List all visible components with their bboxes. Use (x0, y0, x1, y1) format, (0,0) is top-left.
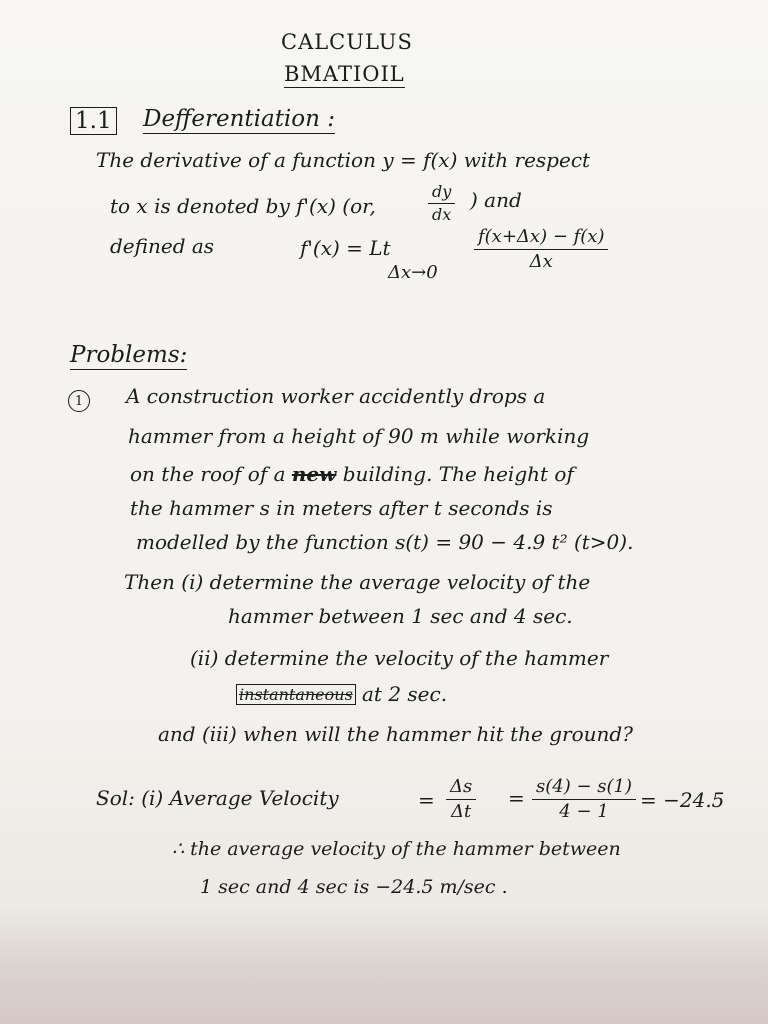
solution-equals-2: = (508, 786, 525, 810)
definition-line-3: defined as (110, 234, 215, 258)
derivative-fraction (474, 226, 608, 272)
problems-heading: Problems: (70, 342, 188, 368)
dx-denominator: dx (432, 205, 452, 224)
section-number: 1.1 (70, 107, 117, 135)
secant-numerator: s(4) − s(1) (532, 776, 636, 800)
page-shadow (0, 905, 768, 1024)
problem-line-5: modelled by the function s(t) = 90 − 4.9 t² (t>0). (136, 530, 634, 554)
part-iii: and (iii) when will the hammer hit the ground? (158, 722, 633, 746)
problem-number-circle (68, 390, 90, 412)
secant-fraction (532, 776, 636, 822)
limit-subscript: Δx→0 (388, 262, 438, 283)
definition-line-2-end: ) and (470, 188, 522, 212)
derivative-numerator: f(x+Δx) − f(x) (474, 226, 608, 250)
problem-line-1: A construction worker accidently drops a (126, 384, 546, 408)
delta-s: Δs (446, 776, 476, 800)
part-i-line-2: hammer between 1 sec and 4 sec. (228, 604, 573, 628)
derivative-denominator: Δx (529, 251, 553, 272)
part-i-line-1: Then (i) determine the average velocity of the (124, 570, 591, 594)
struck-word-new: new (291, 462, 337, 486)
f-prime-lt: f'(x) = Lt (300, 236, 391, 260)
solution-label: Sol: (i) Average Velocity (96, 786, 339, 810)
solution-result: = −24.5 (640, 788, 725, 812)
conclusion-line-2: 1 sec and 4 sec is −24.5 m/sec . (200, 876, 508, 898)
section-title: Defferentiation : (143, 106, 336, 132)
problem-line-3-text: on the roof of a new building. The height of (130, 462, 574, 486)
dy-dx-fraction (428, 182, 455, 224)
struck-word-instantaneous: instantaneous (236, 684, 356, 705)
secant-denominator: 4 − 1 (559, 801, 609, 822)
dy-numerator: dy (428, 182, 455, 204)
part-ii-line-2: at 2 sec. (362, 682, 448, 706)
problem-line-4: the hammer s in meters after t seconds is (130, 496, 553, 520)
course-code: BMATIOIL (284, 62, 405, 86)
delta-fraction (446, 776, 476, 822)
definition-line-1: The derivative of a function y = f(x) with respect (96, 148, 591, 172)
conclusion-line-1: ∴ the average velocity of the hammer between (172, 838, 621, 860)
problem-line-3 (130, 462, 574, 486)
definition-line-2: to x is denoted by f'(x) (or, (110, 194, 376, 218)
part-ii-line-1: (ii) determine the velocity of the hammer (190, 646, 609, 670)
problem-line-2: hammer from a height of 90 m while working (128, 424, 590, 448)
course-title: CALCULUS (281, 30, 413, 54)
delta-t: Δt (451, 801, 472, 822)
problem-number: 1 (74, 393, 84, 409)
solution-equals-1: = (418, 788, 435, 812)
